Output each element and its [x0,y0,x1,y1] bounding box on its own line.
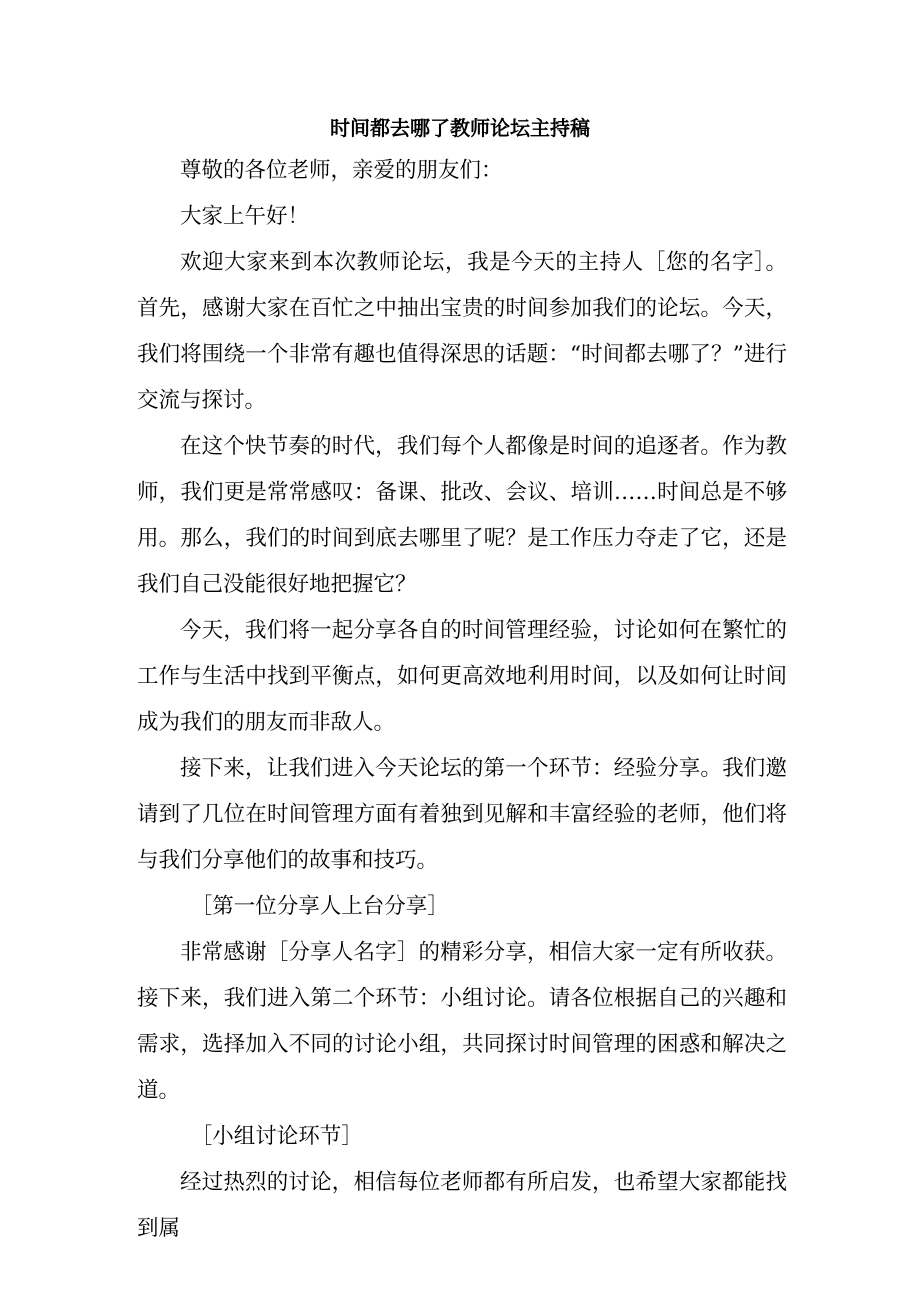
document-body [137,148,787,1252]
paragraph-after-discussion: 经过热烈的讨论，相信每位老师都有所启发，也希望大家都能找到属 [137,1170,787,1241]
paragraph-welcome: 欢迎大家来到本次教师论坛，我是今天的主持人［您的名字］。首先，感谢大家在百忙之中抽出宝贵的时间参加我们的论坛。今天，我们将围绕一个非常有趣也值得深思的话题：“时间都去哪了？”进行交流与探讨。 [137,250,787,413]
paragraph-group-discussion-note: ［小组讨论环节］ [190,1124,363,1149]
paragraph-thanks: 非常感谢［分享人名字］的精彩分享，相信大家一定有所收获。接下来，我们进入第二个环节：小组讨论。请各位根据自己的兴趣和需求，选择加入不同的讨论小组，共同探讨时间管理的困惑和解决之道。 [137,940,787,1103]
paragraph-era: 在这个快节奏的时代，我们每个人都像是时间的追逐者。作为教师，我们更是常常感叹：备课、批改、会议、培训……时间总是不够用。那么，我们的时间到底去哪里了呢？是工作压力夺走了它，还是我们自己没能很好地把握它？ [137,434,787,597]
paragraph-salutation: 尊敬的各位老师，亲爱的朋友们： [180,158,503,183]
paragraph-first-speaker-note: ［第一位分享人上台分享］ [190,894,449,919]
paragraph-greeting: 大家上午好！ [180,204,310,229]
document-title: 时间都去哪了教师论坛主持稿 [330,116,590,140]
paragraph-first-session: 接下来，让我们进入今天论坛的第一个环节：经验分享。我们邀请到了几位在时间管理方面有着独到见解和丰富经验的老师，他们将与我们分享他们的故事和技巧。 [137,756,787,873]
paragraph-today: 今天，我们将一起分享各自的时间管理经验，讨论如何在繁忙的工作与生活中找到平衡点，如何更高效地利用时间，以及如何让时间成为我们的朋友而非敌人。 [137,618,787,735]
